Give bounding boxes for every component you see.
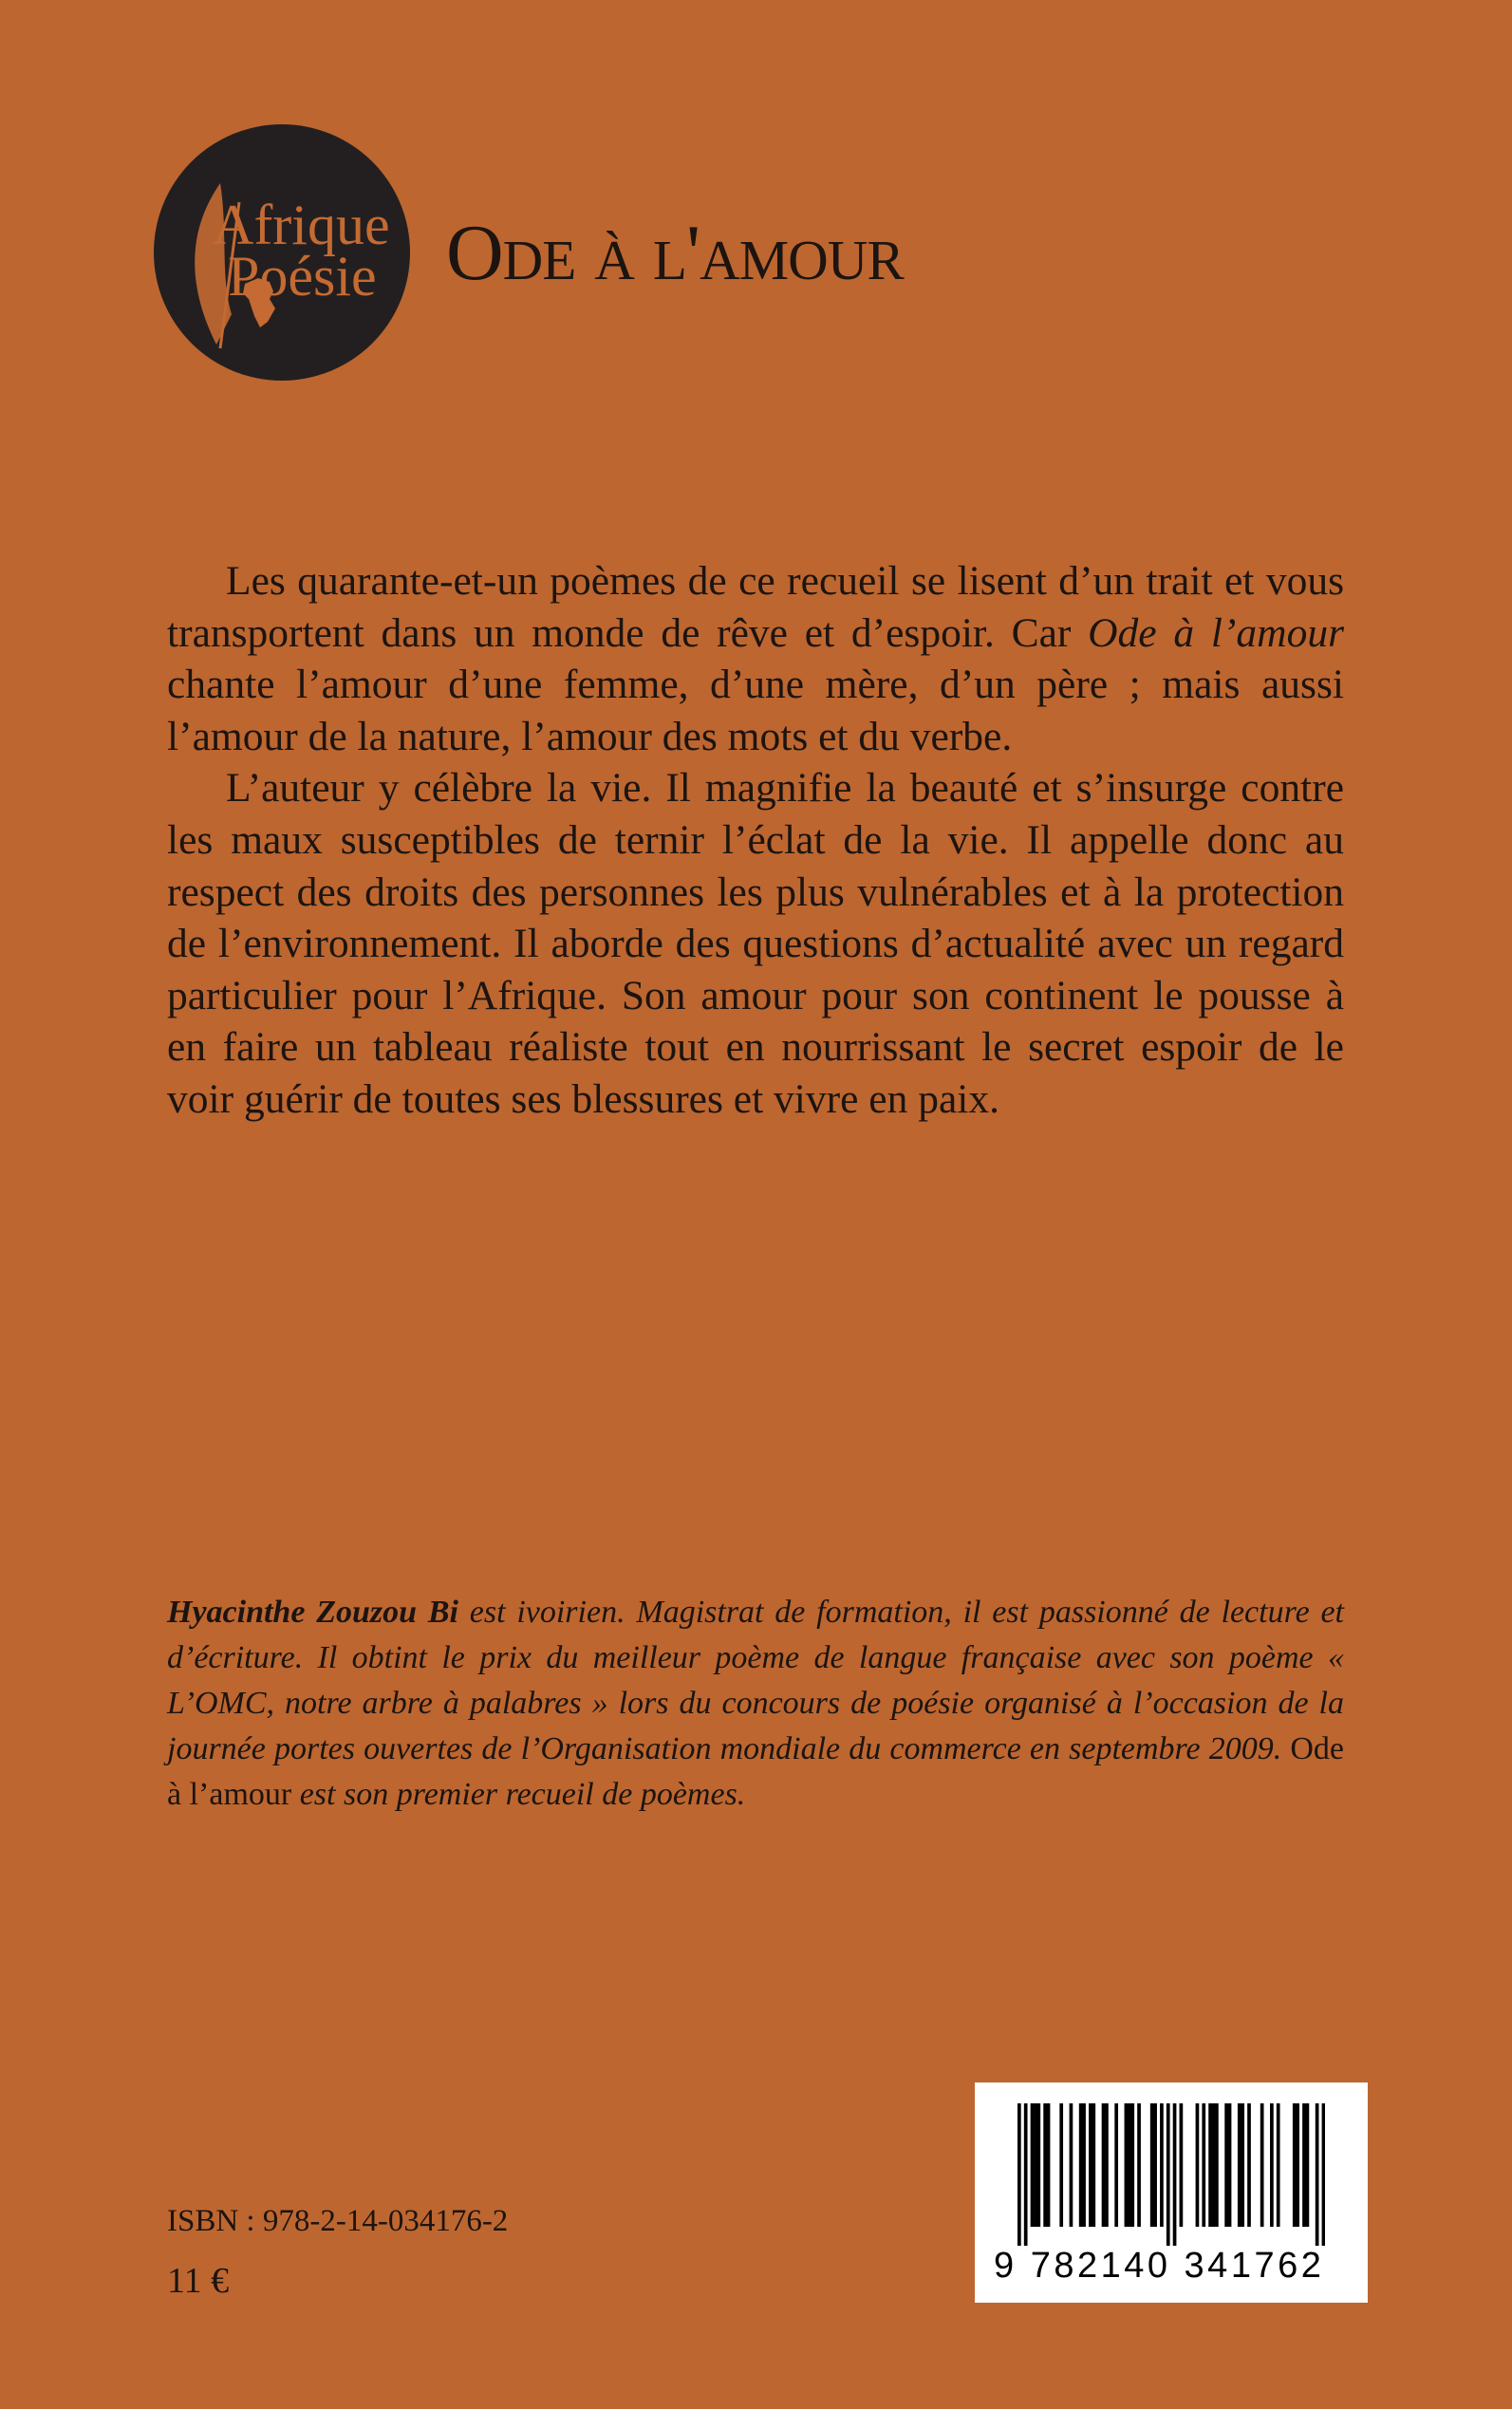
barcode-bar: [1043, 2103, 1047, 2227]
barcode-bars: [1017, 2103, 1325, 2246]
barcode-bar: [1034, 2103, 1037, 2227]
barcode-bar: [1241, 2103, 1244, 2227]
barcode-bar: [1173, 2103, 1177, 2246]
barcode-bar: [1047, 2103, 1051, 2227]
blurb-paragraph-2: L’auteur y célèbre la vie. Il magnifie la beauté et s’insurge contre les maux susceptibles de ternir l’éclat de la vie. Il appelle donc au respect des droits des personnes les plus vulnérables et à la protection de l’environnement. Il aborde des questions d’actualité avec un regard particulier pour l’Afrique. Son amour pour son continent le pousse à en faire un tableau réaliste tout en nourrissant le secret espoir de le voir guérir de toutes ses blessures et vivre en paix.: [167, 765, 1344, 1122]
blurb-p1-start: Les quarante-et-un poèmes de ce recueil se lisent d’un trait et vous transportent dans un monde de rêve et d’espoir. Car: [167, 558, 1344, 656]
bio-text-1: est ivoirien. Magistrat de formation, il est passionné de lecture et d’écriture. Il obtint le prix du meilleur poème de langue française avec son poème « L’OMC, notre arbre à palabres » lors du concours de poésie organisé à l’occasion de la journée portes ouvertes de l’Organisation mondiale du commerce en septembre 2009.: [167, 1595, 1344, 1766]
barcode-bar: [1070, 2103, 1073, 2227]
barcode-bar: [1322, 2103, 1325, 2246]
barcode-bar: [1260, 2103, 1264, 2227]
book-title: Ode à l'amour: [446, 209, 904, 297]
price-label: 11 €: [167, 2261, 230, 2301]
bio-text-2: est son premier recueil de poèmes.: [291, 1777, 746, 1812]
barcode-bar: [1296, 2103, 1299, 2227]
barcode-bar: [1212, 2103, 1216, 2227]
blurb-p1-end: chante l’amour d’une femme, d’une mère, d’un père ; mais aussi l’amour de la nature, l’amour des mots et du verbe.: [167, 662, 1344, 759]
barcode-bar: [1316, 2103, 1319, 2246]
barcode-bar: [1125, 2103, 1129, 2227]
barcode-bar: [1302, 2103, 1306, 2227]
barcode-digits: 9 782140 341762: [994, 2246, 1325, 2286]
blurb-paragraph-1: [167, 555, 1344, 762]
barcode-bar: [1036, 2103, 1040, 2227]
barcode-bar: [1224, 2103, 1228, 2227]
barcode-bar: [1017, 2103, 1021, 2246]
logo-word-poesie: Poésie: [228, 245, 377, 308]
blurb-p1-title: Ode à l’amour: [1088, 609, 1344, 656]
publisher-logo: [154, 124, 410, 381]
barcode-bar: [1228, 2103, 1232, 2227]
barcode-bar: [1105, 2103, 1109, 2227]
barcode-bar: [1128, 2103, 1131, 2227]
author-bio: [167, 1590, 1344, 1818]
barcode-bar: [1196, 2103, 1200, 2227]
barcode: [975, 2082, 1368, 2303]
blurb-text: [167, 555, 1344, 1126]
barcode-bar: [1180, 2103, 1184, 2227]
barcode-bar: [1031, 2103, 1035, 2227]
barcode-bar: [1208, 2103, 1212, 2227]
barcode-bar: [1092, 2103, 1095, 2227]
barcode-bar: [1059, 2103, 1063, 2227]
barcode-bar: [1137, 2103, 1141, 2227]
barcode-bar: [1247, 2103, 1251, 2227]
barcode-bar: [1079, 2103, 1083, 2227]
barcode-bar: [1238, 2103, 1241, 2227]
barcode-bar: [1202, 2103, 1205, 2227]
barcode-bar: [1277, 2103, 1280, 2227]
barcode-bar: [1293, 2103, 1297, 2227]
barcode-bar: [1082, 2103, 1086, 2227]
barcode-bar: [1114, 2103, 1118, 2227]
isbn-label: ISBN : 978-2-14-034176-2: [167, 2204, 509, 2238]
barcode-bar: [1167, 2103, 1170, 2246]
barcode-bar: [1102, 2103, 1106, 2227]
barcode-bar: [1160, 2103, 1164, 2227]
barcode-bar: [1153, 2103, 1157, 2227]
author-name: Hyacinthe Zouzou Bi: [167, 1595, 458, 1630]
bio-book-title: Ode à l’amour: [167, 1731, 1344, 1812]
barcode-bar: [1130, 2103, 1134, 2227]
barcode-bar: [1306, 2103, 1310, 2227]
barcode-bar: [1215, 2103, 1219, 2227]
barcode-bar: [1024, 2103, 1028, 2246]
logo-word-afrique: Afrique: [213, 194, 390, 256]
barcode-bar: [1270, 2103, 1274, 2227]
barcode-bar: [1089, 2103, 1092, 2227]
barcode-bar: [1150, 2103, 1154, 2227]
